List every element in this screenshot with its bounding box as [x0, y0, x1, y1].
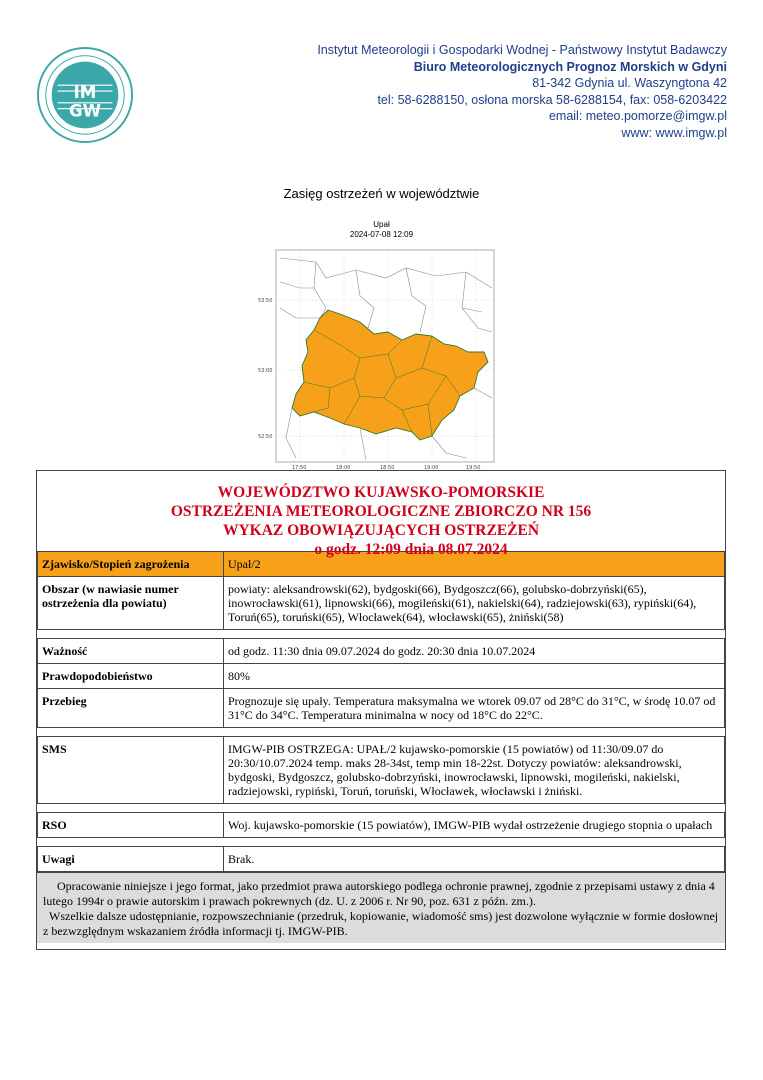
table-row [38, 664, 725, 689]
imgw-logo [36, 46, 134, 144]
x-tick: 19:00 [424, 465, 439, 470]
table-row [38, 577, 725, 630]
warning-map [256, 248, 496, 470]
row-value: od godz. 11:30 dnia 09.07.2024 do godz. 20:30 dnia 10.07.2024 [224, 639, 725, 664]
row-value: Brak. [224, 847, 725, 872]
x-tick: 17:50 [292, 465, 307, 470]
table-row [38, 737, 725, 804]
copyright-paragraph: Opracowanie niniejsze i jego format, jako przedmiot prawa autorskiego podlega ochronie prawnej, zgodnie z przepisami ustawy z dnia 4 lutego 1994r o prawie autorskim i prawach pokrewnych (dz. U. z 2006 r. Nr 90, poz. 631 z późn. zm.). [43, 879, 715, 908]
map-caption: Zasięg ostrzeżeń w województwie [283, 186, 480, 201]
row-label: Uwagi [38, 847, 224, 872]
row-label: RSO [38, 813, 224, 838]
bureau-name: Biuro Meteorologicznych Prognoz Morskich w Gdyni [413, 59, 727, 74]
institute-name: Instytut Meteorologii i Gospodarki Wodnej - Państwowy Instytut Badawczy [317, 43, 727, 57]
address: 81-342 Gdynia ul. Waszyngtona 42 [532, 76, 727, 90]
copyright-note [37, 872, 725, 943]
row-label: Prawdopodobieństwo [38, 664, 224, 689]
row-label: SMS [38, 737, 224, 804]
map-datetime: 2024-07-08 12:09 [349, 230, 414, 239]
row-value: 80% [224, 664, 725, 689]
y-tick: 53:00 [258, 368, 273, 374]
row-value: Prognozuje się upały. Temperatura maksymalna we wtorek 09.07 od 28°C do 31°C, w środę 10.07 od 31°C do 34°C. Temperatura minimalna w nocy od 18°C do 22°C. [224, 689, 725, 728]
row-label: Obszar (w nawiasie numer ostrzeżenia dla powiatu) [38, 577, 224, 630]
voivodeship-title: WOJEWÓDZTWO KUJAWSKO-POMORSKIE [217, 484, 545, 501]
bulletin-title: OSTRZEŻENIA METEOROLOGICZNE ZBIORCZO NR 156 [170, 503, 592, 520]
table-row [38, 689, 725, 728]
table-row [38, 813, 725, 838]
institute-header [317, 42, 727, 141]
row-label: Przebieg [38, 689, 224, 728]
x-tick: 19:50 [466, 465, 481, 470]
row-value: powiaty: aleksandrowski(62), bydgoski(66), Bydgoszcz(66), golubsko-dobrzyński(65), inowrocławski(61), lipnowski(66), mogileński(61), nakielski(64), radziejowski(63), rypiński(64), Toruń(65), toruński(65), Włocławek(64), włocławski(65), żniński(58) [224, 577, 725, 630]
row-label: Zjawisko/Stopień zagrożenia [38, 552, 224, 577]
table-row [38, 847, 725, 872]
y-tick: 53:50 [258, 298, 273, 304]
warning-heading [37, 471, 725, 558]
table-row [38, 639, 725, 664]
website[interactable]: www: www.imgw.pl [621, 125, 727, 140]
map-phenomenon: Upał [373, 220, 390, 229]
row-value: Woj. kujawsko-pomorskie (15 powiatów), IMGW-PIB wydał ostrzeżenie drugiego stopnia o upałach [224, 813, 725, 838]
distribution-paragraph: Wszelkie dalsze udostępnianie, rozpowszechnianie (przedruk, kopiowanie, wiadomość sms) jest dozwolone wyłącznie w formie dosłownej z bezwzględnym wskazaniem źródła informacji tj. IMGW-PIB. [43, 909, 719, 938]
x-tick: 18:00 [336, 465, 351, 470]
svg-text:GW: GW [68, 101, 102, 121]
row-value: IMGW-PIB OSTRZEGA: UPAŁ/2 kujawsko-pomorskie (15 powiatów) od 11:30/09.07 do 20:30/10.07.2024 temp. maks 28-34st, temp min 18-22st. Dotyczy powiatów: aleksandrowski, bydgoski, Bydgoszcz, golubsko-dobrzyński, inowrocławski, lipnowski, mogileński, nakielski, radziejowski, rypiński, Toruń, toruński, Włocławek, włocławski i żniński. [224, 737, 725, 804]
row-label: Ważność [38, 639, 224, 664]
svg-text:IM: IM [73, 82, 97, 102]
row-value: Upał/2 [224, 552, 725, 577]
map-title-block [0, 220, 763, 240]
y-tick: 52:50 [258, 434, 273, 440]
warning-document [36, 470, 726, 950]
warning-table [37, 551, 725, 872]
email[interactable]: email: meteo.pomorze@imgw.pl [548, 109, 727, 123]
phones: tel: 58-6288150, osłona morska 58-6288154, fax: 058-6203422 [377, 92, 727, 107]
list-title: WYKAZ OBOWIĄZUJĄCYCH OSTRZEŻEŃ [222, 522, 540, 539]
x-tick: 18:50 [380, 465, 395, 470]
issue-time: o godz. 12:09 dnia 08.07.2024 [314, 541, 508, 558]
